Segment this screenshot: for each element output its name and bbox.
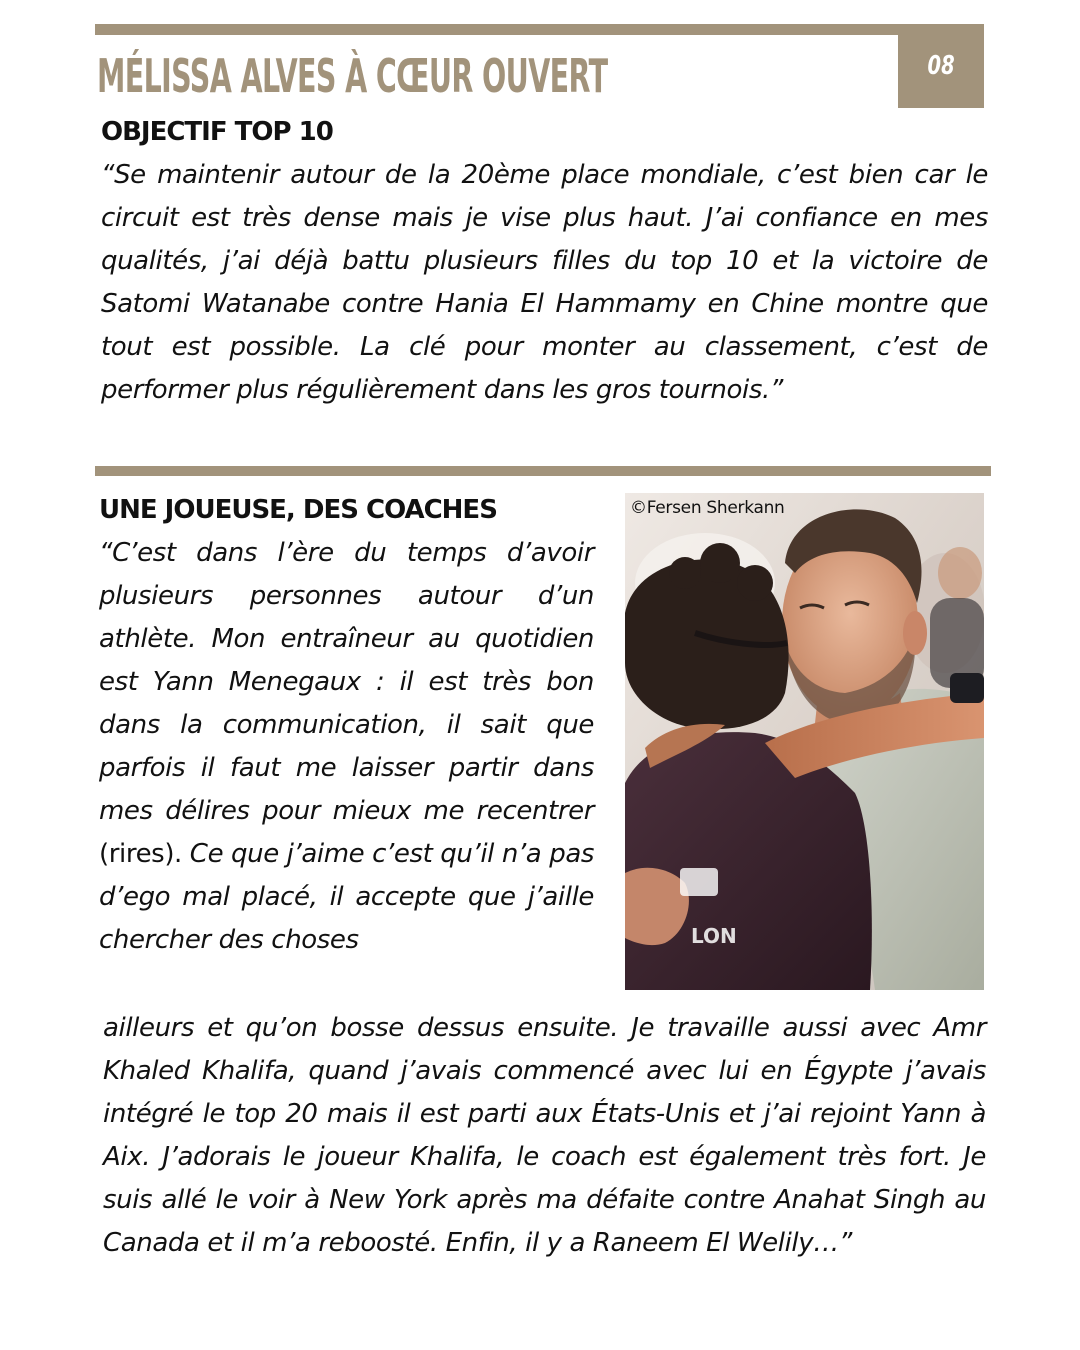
- paragraph-coaches-rires: (rires).: [99, 839, 182, 869]
- paragraph-coaches-continued: ailleurs et qu’on bosse dessus ensuite. Je travaille aussi avec Amr Khaled Khalifa, quand j’avais commencé avec lui en Égypte j’avais intégré le top 20 mais il est parti aux États-Unis et j’ai rejoint Yann à Aix. J’adorais le joueur Khalifa, le coach est également très fort. Je suis allé le voir à New York après ma défaite contre Anahat Singh au Canada et il m’a reboosté. Enfin, il y a Raneem El Welily…”: [103, 1013, 986, 1258]
- paragraph-coaches-part1: “C’est dans l’ère du temps d’avoir plusieurs personnes autour d’un athlète. Mon entraîneur au quotidien est Yann Menegaux : il est très bon dans la communication, il sait que parfois il faut me laisser partir dans mes délires pour mieux me recentrer: [99, 538, 594, 826]
- photo-hug: [625, 493, 984, 990]
- photo-shirt-text: LON: [691, 924, 737, 948]
- article-title: MÉLISSA ALVES À CŒUR OUVERT: [97, 49, 608, 103]
- paragraph-coaches-intro: [99, 532, 594, 962]
- section-divider: [95, 466, 991, 476]
- section-heading-objectif: OBJECTIF TOP 10: [101, 117, 333, 147]
- paragraph-objectif: “Se maintenir autour de la 20ème place mondiale, c’est bien car le circuit est très dense mais je vise plus haut. J’ai confiance en mes qualités, j’ai déjà battu plusieurs filles du top 10 et la victoire de Satomi Watanabe contre Hania El Hammamy en Chine montre que tout est possible. La clé pour monter au classement, c’est de performer plus régulièrement dans les gros tournois.”: [101, 160, 988, 405]
- header-rule: [95, 24, 898, 35]
- page-number: 08: [927, 51, 955, 81]
- paragraph-coaches-part2: Ce que j’aime c’est qu’il n’a pas d’ego mal placé, il accepte que j’aille chercher des choses: [99, 839, 594, 955]
- photo-credit: ©Fersen Sherkann: [630, 498, 785, 518]
- section-heading-coaches: UNE JOUEUSE, DES COACHES: [99, 495, 497, 525]
- page-number-badge: [898, 24, 984, 108]
